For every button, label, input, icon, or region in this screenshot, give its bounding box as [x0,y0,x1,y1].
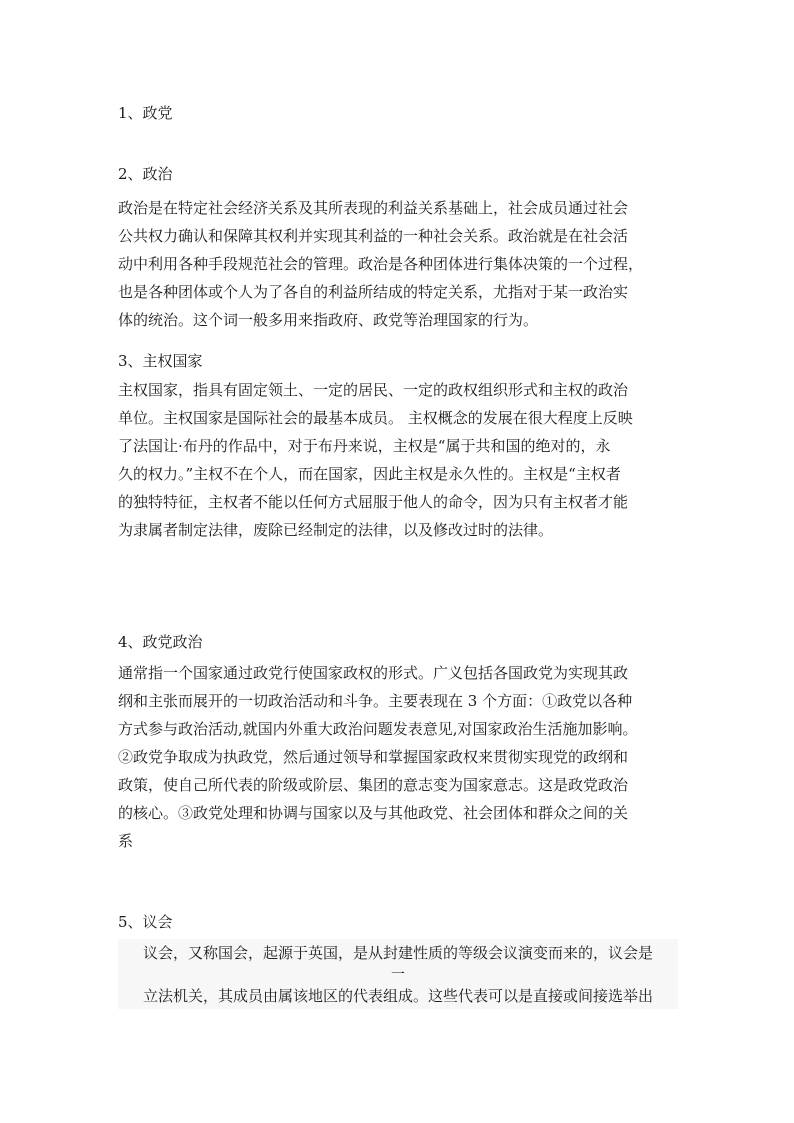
paragraph-line: 为隶属者制定法律，废除已经制定的法律，以及修改过时的法律。 [118,521,554,539]
paragraph-4 [118,659,678,855]
paragraph-line: ②政党争取成为执政党，然后通过领导和掌握国家政权来贯彻实现党的政纲和 [118,748,629,766]
paragraph-line: 了法国让·布丹的作品中，对于布丹来说，主权是“属于共和国的绝对的，永 [118,437,611,455]
paragraph-line: 主权国家，指具有固定领土、一定的居民、一定的政权组织形式和主权的政治 [118,381,629,399]
paragraph-line: 系 [118,832,134,850]
paragraph-line: 公共权力确认和保障其权利并实现其利益的一种社会关系。政治就是在社会活 [118,227,629,245]
paragraph-line: 久的权力。”主权不在个人，而在国家，因此主权是永久性的。主权是“主权者 [118,465,621,483]
paragraph-line: 也是各种团体或个人为了各自的利益所结成的特定关系，尤指对于某一政治实 [118,283,629,301]
paragraph-line: 通常指一个国家通过政党行使国家政权的形式。广义包括各国政党为实现其政 [118,664,629,682]
paragraph-line: 一 [391,967,405,983]
paragraph-line: 单位。主权国家是国际社会的最基本成员。 主权概念的发展在很大程度上反映 [118,409,633,427]
paragraph-line: 纲和主张而展开的一切政治活动和斗争。主要表现在 3 个方面：①政党以各种 [118,692,633,710]
paragraph-3 [118,376,678,544]
paragraph-line: 议会，又称国会，起源于英国，是从封建性质的等级会议演变而来的，议会是 [142,944,653,962]
paragraph-line: 动中利用各种手段规范社会的管理。政治是各种团体进行集体决策的一个过程， [118,255,644,273]
heading-4: 4、政党政治 [118,633,203,651]
paragraph-line: 政策，使自己所代表的阶级或阶层、集团的意志变为国家意志。这是政党政治 [118,776,629,794]
paragraph-2 [118,194,678,334]
paragraph-line: 体的统治。这个词一般多用来指政府、政党等治理国家的行为。 [118,311,539,329]
heading-5: 5、议会 [118,913,173,931]
heading-3: 3、主权国家 [118,352,203,370]
shaded-paragraph-5 [118,939,678,1009]
paragraph-line: 方式参与政治活动,就国内外重大政治问题发表意见,对国家政治生活施加影响。 [118,720,638,738]
paragraph-line: 的核心。③政党处理和协调与国家以及与其他政党、社会团体和群众之间的关 [118,804,629,822]
heading-2: 2、政治 [118,165,173,183]
paragraph-line: 的独特特征，主权者不能以任何方式屈服于他人的命令，因为只有主权者才能 [118,493,629,511]
heading-1: 1、政党 [118,104,173,122]
paragraph-line: 政治是在特定社会经济关系及其所表现的利益关系基础上，社会成员通过社会 [118,199,629,217]
paragraph-line: 立法机关，其成员由属该地区的代表组成。这些代表可以是直接或间接选举出 [142,987,653,1005]
